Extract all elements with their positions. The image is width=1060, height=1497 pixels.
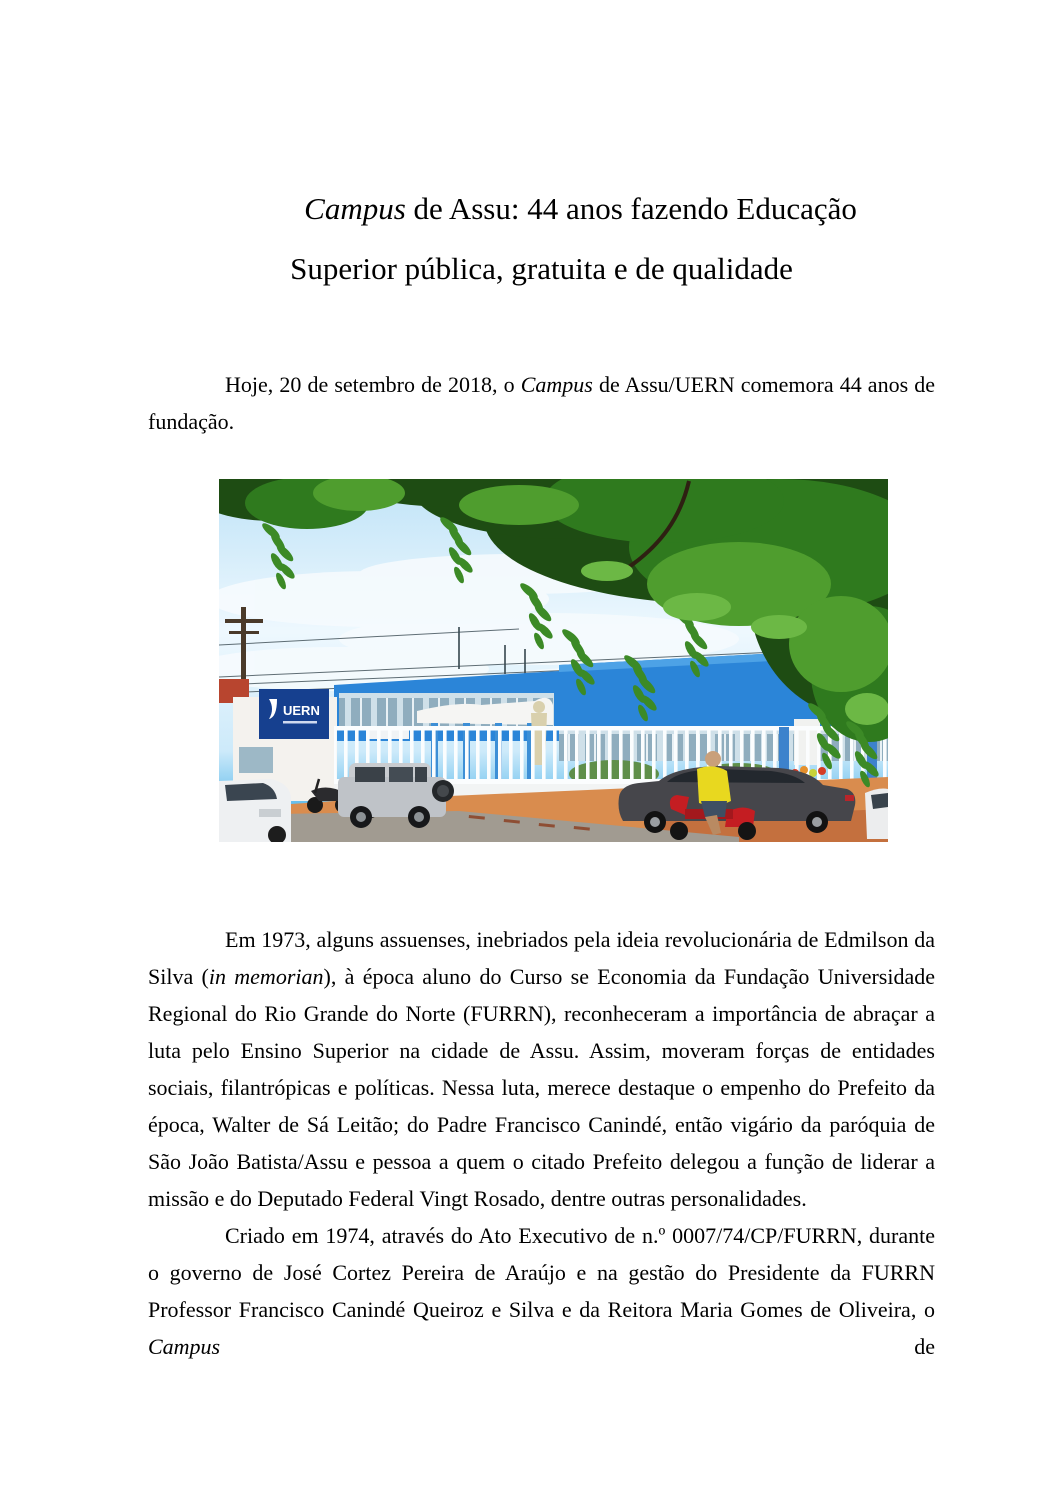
paragraph-creation (148, 1217, 935, 1365)
title-line-1 (187, 179, 974, 239)
text-run: ), à época aluno do Curso se Economia da Fundação Universidade Regional do Rio Grande do Norte (FURRN), reconheceram a importância de abraçar a luta pelo Ensino Superior na cidade de Assu. Assim, moveram forças de entidades sociais, filantrópicas e políticas. Nessa luta, merece destaque o empenho do Prefeito da época, Walter de Sá Leitão; do Padre Francisco Canindé, então vigário da paróquia de São João Batista/Assu e pessoa a quem o citado Prefeito delegou a função de liderar a missão e do Deputado Federal Vingt Rosado, dentre outras personalidades. (148, 964, 935, 1211)
text-run: de (220, 1334, 935, 1359)
car-white-right (865, 789, 888, 840)
title-italic-word: Campus (304, 191, 406, 226)
campus-photo (219, 479, 888, 842)
text-run: Em 1973, alguns assuenses, inebriados pela ideia revolucionária de Edmilson da Silva ( (148, 927, 935, 989)
text-run: Criado em 1974, através do Ato Executivo de n.º 0007/74/CP/FURRN, durante o governo de José Cortez Pereira de Araújo e na gestão do Presidente da FURRN Professor Francisco Canindé Queiroz e Silva e da Reitora Maria Gomes de Oliveira, o (148, 1223, 935, 1322)
paragraph-intro (148, 366, 935, 440)
uern-sign (259, 689, 329, 739)
text-run: Hoje, 20 de setembro de 2018, o (225, 372, 521, 397)
title-line-2: Superior pública, gratuita e de qualidade (290, 251, 793, 286)
paragraph-history (148, 921, 935, 1217)
text-run-italic: in memorian (208, 964, 324, 989)
text-run-italic: Campus (148, 1334, 221, 1359)
campus-photo-illustration (219, 479, 888, 842)
text-run: de Assu/UERN comemora 44 anos de fundação. (148, 372, 936, 434)
page-title (148, 179, 935, 299)
car-white (219, 779, 291, 842)
title-line1-rest: de Assu: 44 anos fazendo Educação (405, 191, 857, 226)
text-run-italic: Campus (520, 372, 593, 397)
uern-sign-text: UERN (283, 703, 320, 718)
